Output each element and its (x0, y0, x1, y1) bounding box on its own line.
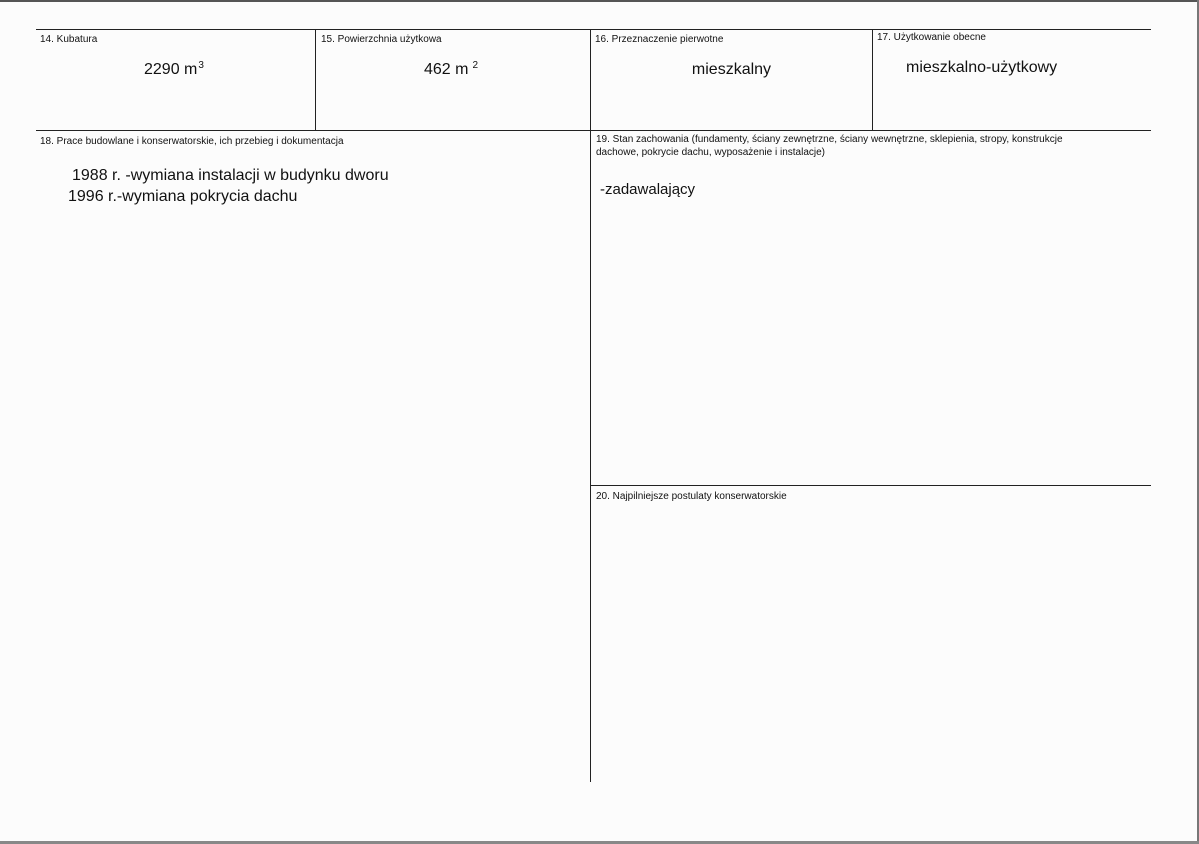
row1-top-border (36, 29, 1151, 30)
kubatura-number: 2290 m (144, 61, 198, 78)
row1-bottom-border (36, 130, 1151, 131)
powierzchnia-unit-exponent: 2 (472, 60, 479, 71)
kubatura-value (144, 60, 204, 80)
stan-value: -zadawalający (600, 181, 696, 198)
prace-entry-1: 1988 r. -wymiana instalacji w budynku dworu (72, 167, 389, 184)
powierzchnia-number: 462 m (424, 61, 469, 78)
powierzchnia-label: 15. Powierzchnia użytkowa (321, 34, 442, 45)
przeznaczenie-label: 16. Przeznaczenie pierwotne (595, 34, 724, 45)
postulaty-label: 20. Najpilniejsze postulaty konserwatorskie (596, 491, 787, 502)
divider-14-15 (315, 29, 316, 130)
divider-16-17 (872, 29, 873, 130)
uzytkowanie-label: 17. Użytkowanie obecne (877, 32, 986, 43)
powierzchnia-value (424, 60, 478, 80)
prace-label: 18. Prace budowlane i konserwatorskie, ich przebieg i dokumentacja (40, 136, 344, 147)
divider-19-20 (590, 485, 1151, 486)
kubatura-unit-exponent: 3 (198, 60, 204, 71)
divider-18-19 (590, 130, 591, 782)
kubatura-label: 14. Kubatura (40, 34, 98, 45)
scan-edge-top (0, 0, 1199, 2)
uzytkowanie-value: mieszkalno-użytkowy (906, 59, 1058, 76)
stan-label: 19. Stan zachowania (fundamenty, ściany zewnętrzne, ściany wewnętrzne, sklepienia, stropy, konstrukcje dachowe, pokrycie dachu, wyposażenie i instalacje) (596, 134, 1063, 158)
prace-entry-2: 1996 r.-wymiana pokrycia dachu (68, 188, 298, 205)
przeznaczenie-value: mieszkalny (691, 61, 772, 78)
